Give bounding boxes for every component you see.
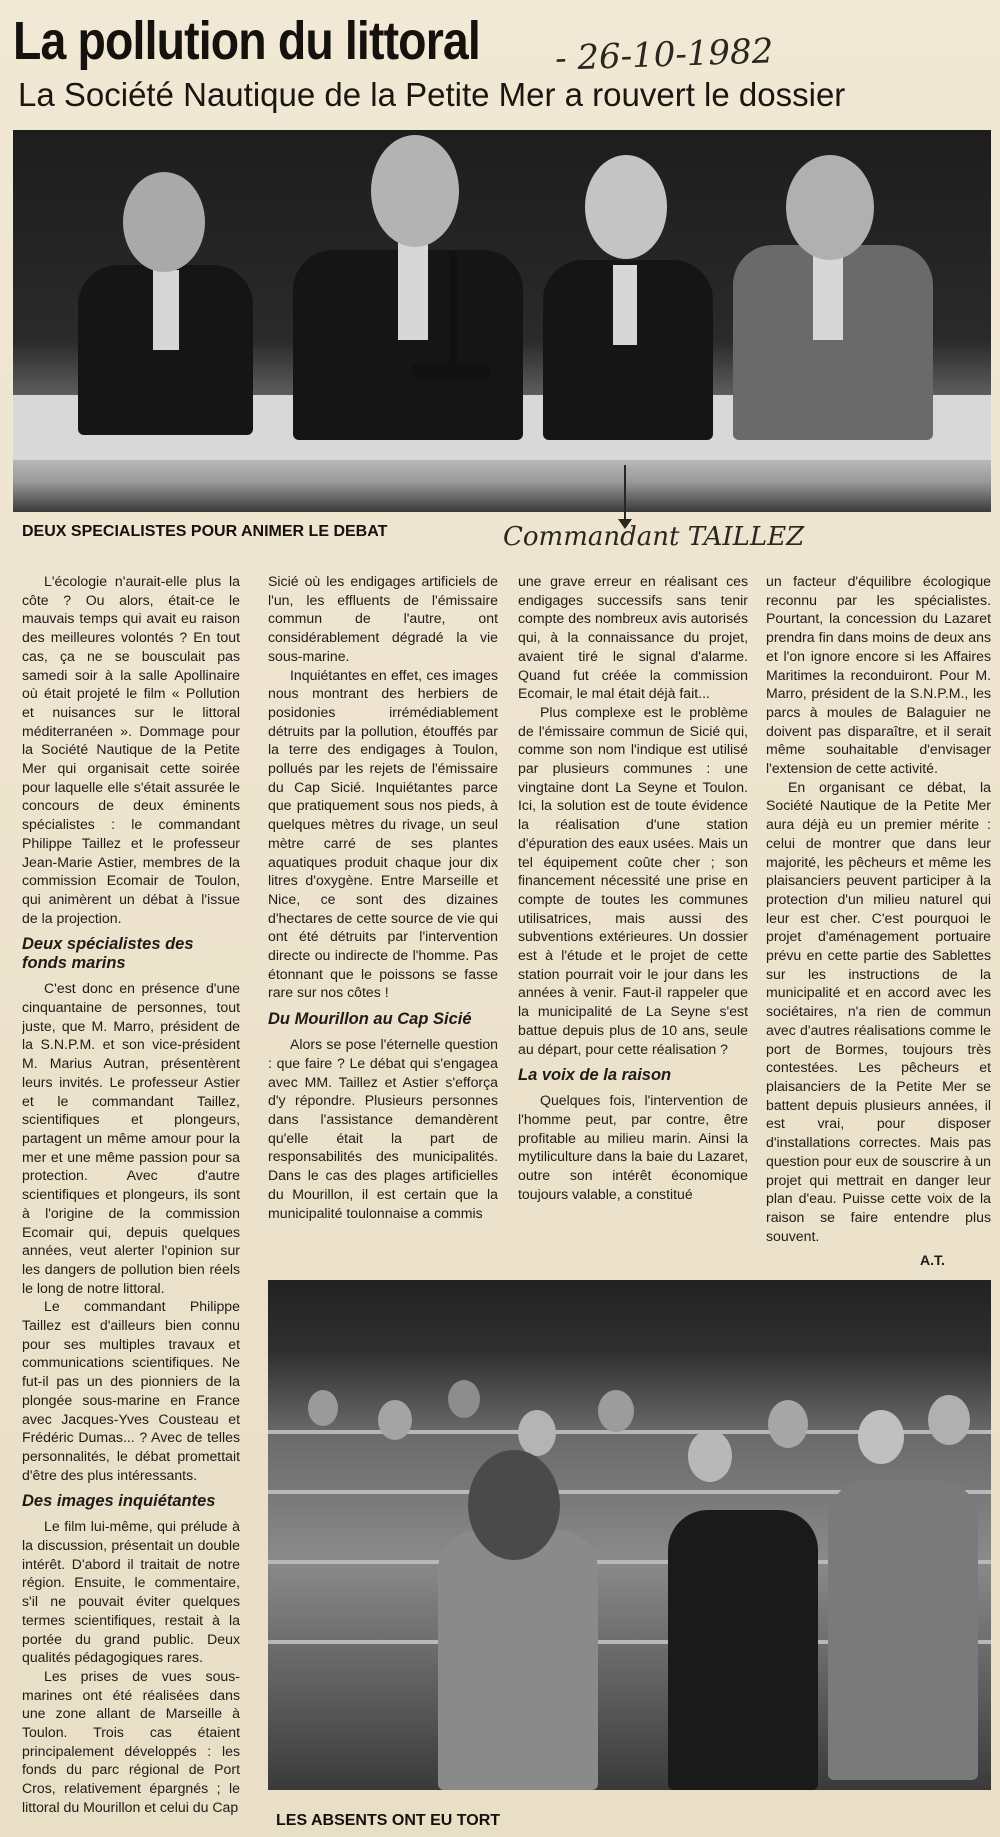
headline: La pollution du littoral (13, 11, 480, 71)
article-paragraph: une grave erreur en réalisant ces endigages successifs sans tenir compte des nombreux avis autorisés qui, à la connaissance du projet, avaient tiré le signal d'alarme. Quand fut créée la commission Ecomair, le mal était déjà fait... (518, 573, 748, 702)
person-1-head (123, 172, 205, 272)
audience-member-head (308, 1390, 338, 1426)
article-column-2 (268, 572, 498, 1272)
audience-member (828, 1480, 978, 1780)
handwritten-arrow (624, 465, 626, 525)
section-heading: Deux spécialistes des fonds marins (22, 935, 194, 973)
audience-member (668, 1510, 818, 1790)
photo2-caption: LES ABSENTS ONT EU TORT (276, 1812, 501, 1829)
foreground-man (438, 1530, 598, 1790)
handwritten-note: Commandant TAILLEZ (503, 522, 805, 552)
article-paragraph: Le commandant Philippe Taillez est d'ailleurs bien connu pour ses multiples travaux et communications scientifiques. Ne fut-il pas un des pionniers de la plongée sous-marine en France avec Jacques-Yves Cousteau et Frédéric Dumas... ? Avec de telles personnalités, le débat promettait d'être des plus intéressants. (22, 1298, 240, 1483)
person-4-shirt (813, 250, 843, 340)
subheadline: La Société Nautique de la Petite Mer a rouvert le dossier (18, 76, 846, 113)
section-heading: La voix de la raison (518, 1066, 672, 1085)
person-3-head (585, 155, 667, 259)
panel-photo (13, 130, 991, 512)
microphone-base (411, 363, 491, 379)
article-paragraph: Alors se pose l'éternelle question : que faire ? Le débat qui s'engagea avec MM. Taillez et Astier s'efforça d'y répondre. Plusieurs personnes dans l'assistance demandèrent qu'elle était la part de responsabilités des municipalités. Dans le cas des plages artificielles du Mourillon, il est certain que la municipalité toulonnaise a commis (268, 1036, 498, 1221)
article-paragraph: Le film lui-même, qui prélude à la discussion, présentait un double intérêt. D'abord il traitait de notre région. Ensuite, le commentaire, s'il ne pouvait éviter quelques termes scientifiques, restait à la portée du grand public. Deux qualités pédagogiques rares. (22, 1518, 240, 1666)
article-column-4 (766, 572, 991, 1252)
person-1-shirt (153, 270, 179, 350)
article-paragraph: Inquiétantes en effet, ces images nous montrant des herbiers de posidonies irrémédiablement détruits par la pollution, étouffés par la terre des endigages à Toulon, pollués par les rejets de l'émissaire du Cap Sicié. Inquiétantes parce que pratiquement sous nos pieds, à quelques mètres du rivage, un seul mètre carré de ses plantes aquatiques produit chaque jour dix litres d'oxygène. Entre Marseille et Nice, ce sont des dizaines d'hectares de cette source de vie qui ont été détruits par l'intervention directe ou indirecte de l'homme. Pas étonnant que le poissons se fasse rare sur nos côtes ! (268, 666, 498, 1001)
article-paragraph: C'est donc en présence d'une cinquantaine de personnes, tout juste, que M. Marro, président de la S.N.P.M. et son vice-président M. Marius Autran, présentèrent leurs invités. Le professeur Astier et le commandant Taillez, scientifiques et plongeurs, partagent un même amour pour la mer et une même passion pour sa protection. Avec d'autre scientifiques et plongeurs, ils sont à l'origine de la commission Ecomair qui, depuis quelques années, veut alerter l'opinion sur les dangers de pollution bien réels le long de notre littoral. (22, 980, 240, 1296)
audience-member-head (448, 1380, 480, 1418)
audience-member-head (518, 1410, 556, 1456)
person-3-shirt (613, 265, 637, 345)
audience-member-head (688, 1430, 732, 1482)
article-paragraph: Quelques fois, l'intervention de l'homme peut, par contre, être profitable au milieu marin. Ainsi la mytiliculture dans la baie du Lazaret, outre son intérêt économique toujours valable, a constitué (518, 1092, 748, 1202)
article-column-1 (22, 572, 240, 1834)
article-paragraph: Plus complexe est le problème de l'émissaire commun de Sicié qui, comme son nom l'indique est utilisé par plusieurs communes : une vingtaine dont La Seyne et Toulon. Ici, la solution est de toute évidence la réalisation d'une station d'épuration des eaux usées. Mais un tel équipement coûte cher ; son financement nécessité une prise en compte de toutes les communes utilisatrices, mais aussi des subventions extérieures. Un dossier est à l'étude et le projet de cette station pourrait voir le jour dans les années à venir. Faut-il rappeler que la municipalité de La Seyne s'est battue depuis plus de 10 ans, seule au départ, pour cette réalisation ? (518, 703, 748, 1057)
article-paragraph: En organisant ce débat, la Société Nautique de la Petite Mer aura déjà eu un premier mérite : celui de montrer que dans leur majorité, les pêcheurs et même les plaisanciers peuvent participer à la protection d'un milieu naturel qui leur est cher. C'est pourquoi le projet d'aménagement portuaire prévu en cette partie des Sablettes sur les instructions de la municipalité et en accord avec les sociétaires, n'a rien de commun avec d'autres réalisations comme le port de Bormes, toujours très contestées. Les pêcheurs et plaisanciers de la Petite Mer se battent depuis plusieurs années, il est vrai, pour disposer d'installations correctes. Mais pas question pour eux de souscrire à un projet qui mettrait en danger leur plan d'eau. Puisse cette voix de la raison se faire entendre plus souvent. (766, 778, 991, 1244)
section-heading: Des images inquiétantes (22, 1492, 216, 1511)
handwritten-date: - 26-10-1982 (554, 31, 774, 79)
audience-member-head (598, 1390, 634, 1432)
person-2-shirt (398, 240, 428, 340)
audience-member-head (378, 1400, 412, 1440)
article-paragraph: Sicié où les endigages artificiels de l'un, les effluents de l'émissaire commun de l'autre, ont considérablement dégradé la vie sous-marine. (268, 573, 498, 664)
photo1-caption: DEUX SPECIALISTES POUR ANIMER LE DEBAT (22, 523, 388, 540)
article-paragraph: un facteur d'équilibre écologique reconnu par les spécialistes. Pourtant, la concession du Lazaret prendra fin dans moins de deux ans et l'on ignore encore si les Affaires Maritimes la reconduiront. Pour M. Marro, président de la S.N.P.M., les parcs à moules de Balaguier ne doivent pas disparaître, et il serait même souhaitable d'envisager l'extension de cette activité. (766, 573, 991, 777)
foreground-man-head (468, 1450, 560, 1560)
article-paragraph: L'écologie n'aurait-elle plus la côte ? Ou alors, était-ce le mauvais temps qui avait eu raison des meilleures volontés ? En tout cas, ça ne se bousculait pas samedi soir à la salle Apollinaire où était projeté le film « Pollution et nuisances sur le littoral méditerranéen ». Dommage pour la Société Nautique de la Petite Mer qui organisait cette soirée pour laquelle elle s'était assurée le concours de deux éminents spécialistes : le commandant Philippe Taillez et le professeur Jean-Marie Astier, membres de la commission Ecomair de Toulon, qui animèrent un débat à l'issue de la projection. (22, 573, 240, 926)
microphone (449, 250, 457, 370)
audience-photo (268, 1280, 991, 1790)
audience-member-head (768, 1400, 808, 1448)
article-column-3 (518, 572, 748, 1272)
person-2-head (371, 135, 459, 247)
audience-member-head (928, 1395, 970, 1445)
article-paragraph: Les prises de vues sous-marines ont été réalisées dans une zone allant de Marseille à Toulon. Trois cas étaient principalement développés : les fonds du parc régional de Port Cros, relativement épargnés ; le littoral du Mourillon et celui du Cap (22, 1667, 240, 1815)
audience-member-head (858, 1410, 904, 1464)
person-4-head (786, 155, 874, 260)
author-signature: A.T. (920, 1252, 945, 1268)
section-heading: Du Mourillon au Cap Sicié (268, 1010, 472, 1029)
